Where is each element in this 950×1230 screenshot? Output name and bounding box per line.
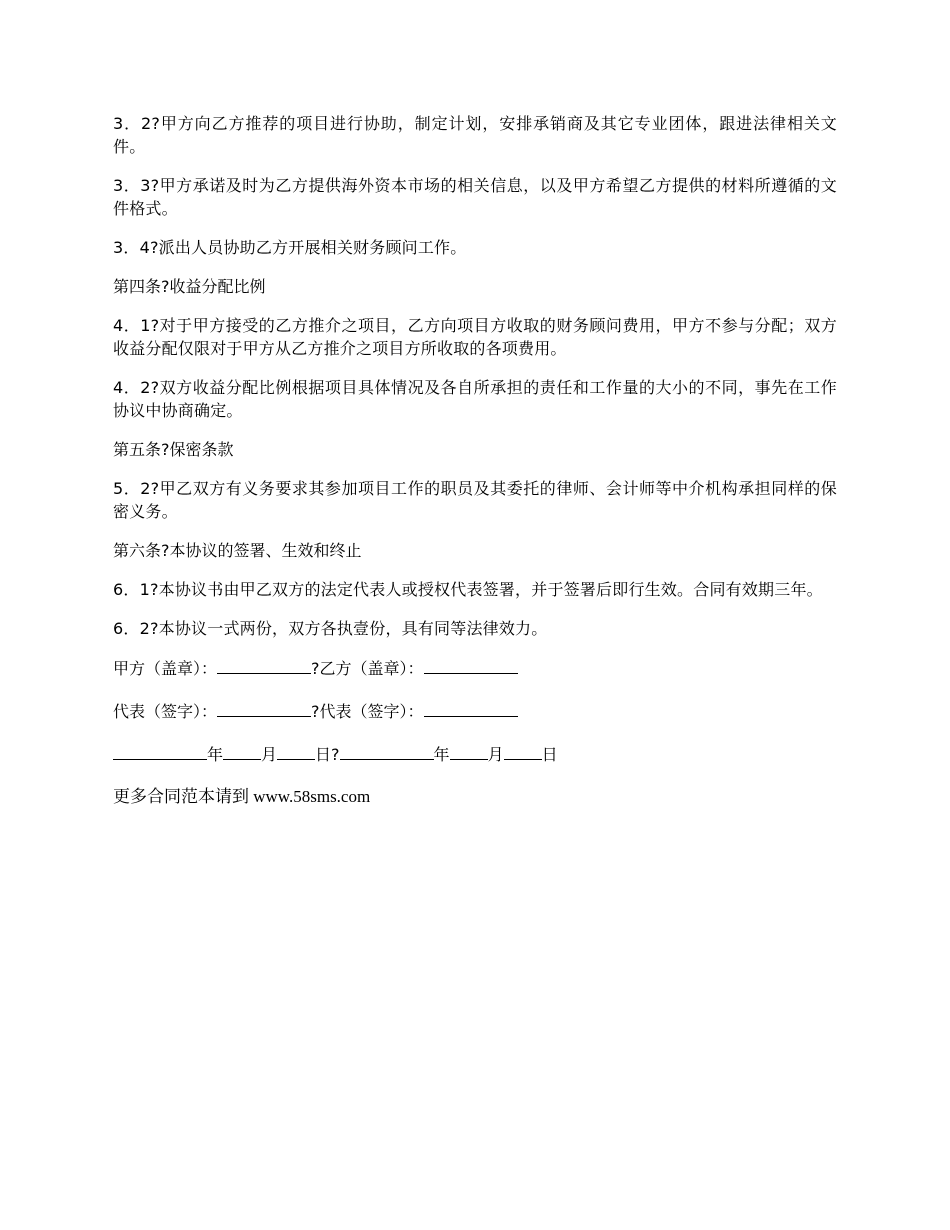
date-a-month-blank[interactable] <box>223 742 261 760</box>
clause-3-3: 3．3?甲方承诺及时为乙方提供海外资本市场的相关信息，以及甲方希望乙方提供的材料所遵循的文件格式。 <box>113 176 837 218</box>
party-b-seal-blank[interactable] <box>424 656 518 674</box>
party-a-seal-blank[interactable] <box>217 656 311 674</box>
footer-link-text: 更多合同范本请到 www.58sms.com <box>113 787 371 806</box>
separator: ? <box>311 659 320 678</box>
date-a-year-blank[interactable] <box>113 742 207 760</box>
year-label: 年 <box>433 745 450 764</box>
contract-page <box>113 112 837 808</box>
date-line <box>113 742 837 766</box>
clause-3-2: 3．2?甲方向乙方推荐的项目进行协助，制定计划，安排承销商及其它专业团体，跟进法律相关文件。 <box>113 114 837 156</box>
article-6-heading: 第六条?本协议的签署、生效和终止 <box>113 541 362 560</box>
clause-6-1: 6．1?本协议书由甲乙双方的法定代表人或授权代表签署，并于签署后即行生效。合同有效期三年。 <box>113 580 823 599</box>
clause-4-2: 4．2?双方收益分配比例根据项目具体情况及各自所承担的责任和工作量的大小的不同，事先在工作协议中协商确定。 <box>113 378 837 420</box>
rep-a-label: 代表（签字）： <box>113 702 218 721</box>
party-a-seal-label: 甲方（盖章）： <box>113 659 218 678</box>
clause-3-4: 3．4?派出人员协助乙方开展相关财务顾问工作。 <box>113 238 467 257</box>
separator: ? <box>331 745 340 764</box>
clause-6-2: 6．2?本协议一式两份，双方各执壹份，具有同等法律效力。 <box>113 619 548 638</box>
day-label: 日 <box>315 745 332 764</box>
separator: ? <box>311 702 320 721</box>
signature-line <box>113 699 837 723</box>
date-b-month-blank[interactable] <box>450 742 488 760</box>
seal-line <box>113 656 837 680</box>
month-label: 月 <box>487 745 504 764</box>
year-label: 年 <box>207 745 224 764</box>
date-b-day-blank[interactable] <box>504 742 542 760</box>
month-label: 月 <box>261 745 278 764</box>
party-b-seal-label: 乙方（盖章）： <box>319 659 424 678</box>
article-5-heading: 第五条?保密条款 <box>113 440 234 459</box>
clause-5-2: 5．2?甲乙双方有义务要求其参加项目工作的职员及其委托的律师、会计师等中介机构承担同样的保密义务。 <box>113 479 837 521</box>
date-a-day-blank[interactable] <box>277 742 315 760</box>
date-b-year-blank[interactable] <box>340 742 434 760</box>
day-label: 日 <box>541 745 558 764</box>
rep-b-label: 代表（签字）： <box>319 702 424 721</box>
rep-b-sign-blank[interactable] <box>424 699 518 717</box>
article-4-heading: 第四条?收益分配比例 <box>113 277 266 296</box>
clause-4-1: 4．1?对于甲方接受的乙方推介之项目，乙方向项目方收取的财务顾问费用，甲方不参与分配；双方收益分配仅限对于甲方从乙方推介之项目方所收取的各项费用。 <box>113 316 837 358</box>
rep-a-sign-blank[interactable] <box>217 699 311 717</box>
